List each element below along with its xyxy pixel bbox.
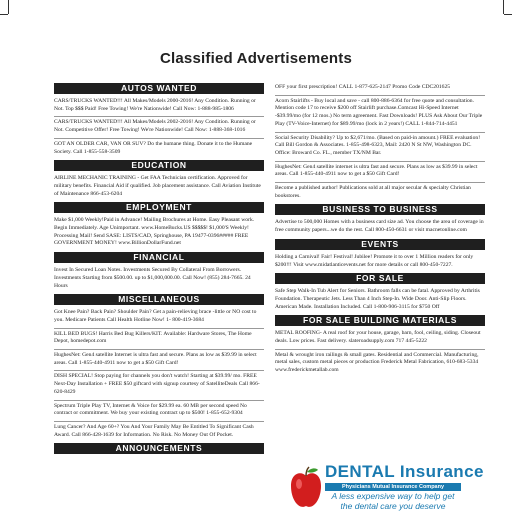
right-column bbox=[275, 82, 485, 378]
ad-misc-5: Spectrum Triple Play TV, Internet & Voice for $29.99 ea. 60 MB per second speed No contract or commitment. We buy your existing contract up to $500! 1-855-652-9304 bbox=[54, 401, 264, 422]
banner-title: DENTAL Insurance bbox=[325, 462, 484, 481]
ad-employment-1: Make $1,000 Weekly!Paid in Advance! Mailing Brochures at Home. Easy Pleasant work. Begin Immediately. Age Unimportant. www.HomeBucks.US $$$$$! $1,000'S Weekly! Processing Mail! Send SASE: LISTS/CAD, Springhouse, PA 19477-0396##### FREE GOVERNMENT MONEY! www.BillionDollarFund.net bbox=[54, 217, 255, 247]
ad-for-sale-1: Safe Step Walk-In Tub Alert for Seniors. Bathroom falls can be fatal. Approved by Arthritis Foundation. Therapeutic Jets. Less Than 4 Inch Step-In. Wide Door. Anti-Slip Floors. American Made. Installation Included. Call 1-800-906-3115 for $750 Off bbox=[275, 288, 480, 310]
ad-misc-cont-2: Acorn Stairlifts - Buy local and save - call 800-886-6364 for free quote and consultation. Mention code 17 to receive $200 off Stairlift purchase.Comcast Hi-Speed Internet -$39.99/mo (for 12 mos.) No term agreement. Fast Downloads! PLUS Ask About Our Triple Play (TV-Voice-Internet) for $89.99/mo (lock in 2 years!) CALL 1-844-714-4451 bbox=[275, 96, 485, 133]
crop-mark bbox=[504, 14, 512, 15]
ad-misc-cont-4: HughesNet: Gen4 satellite internet is ultra fast and secure. Plans as low as $39.99 in select areas. Call 1-855-440-4911 now to get a $50 Gift Card! bbox=[275, 162, 485, 183]
section-header-building-materials: FOR SALE BUILDING MATERIALS bbox=[275, 315, 485, 326]
ad-education-1: AIRLINE MECHANIC TRAINING - Get FAA Technician certification. Approved for military benefits. Financial Aid if qualified. Job placement assistance. Call Aviation Institute of Maintenance 866-453-6204 bbox=[54, 175, 261, 197]
ad-misc-cont-5: Become a published author! Publications sold at all major secular & specialty Christian bookstores. bbox=[275, 185, 471, 199]
left-column bbox=[54, 82, 264, 456]
crop-mark bbox=[503, 0, 504, 14]
ad-misc-cont-1: OFF your first prescription! CALL 1-877-625-2147 Promo Code CDC201625 bbox=[275, 82, 485, 96]
section-header-announcements: ANNOUNCEMENTS bbox=[54, 443, 264, 454]
ad-autos-2: CARS/TRUCKS WANTED!!! All Makes/Models 2002-2016! Any Condition. Running or Not. Competitive Offer! Free Towing! We're Nationwide! Call Now: 1-888-368-1016 bbox=[54, 117, 264, 138]
ad-autos-1: CARS/TRUCKS WANTED!!! All Makes/Models 2000-2016! Any Condition. Running or Not. Top $$$ Paid! Free Towing! We're Nationwide! Call Now: 1-888-985-1806 bbox=[54, 96, 264, 117]
section-header-business: BUSINESS TO BUSINESS bbox=[275, 204, 485, 215]
ad-autos-3: GOT AN OLDER CAR, VAN OR SUV? Do the humane thing. Donate it to the Humane Society. Call 1-855-558-3509 bbox=[54, 140, 253, 155]
apple-icon bbox=[287, 464, 325, 512]
section-header-financial: FINANCIAL bbox=[54, 252, 264, 263]
section-header-for-sale: FOR SALE bbox=[275, 273, 485, 284]
ad-building-1: METAL ROOFING- A real roof for your house, garage, barn, fool, ceiling, siding. Closeout deals. Low prices. Fast delivery. slateroadsupply.com 717 445-5222 bbox=[275, 328, 485, 349]
section-header-employment: EMPLOYMENT bbox=[54, 202, 264, 213]
banner-company: Physicians Mutual Insurance Company bbox=[325, 483, 461, 491]
ad-business-1: Advertise to 500,000 Homes with a business card size ad. You choose the area of coverage in free community papers...we do the rest. Call 800-450-6631 or visit macnetonline.com bbox=[275, 219, 484, 234]
page-title: Classified Advertisements bbox=[159, 50, 353, 67]
section-header-events: EVENTS bbox=[275, 239, 485, 250]
ad-misc-6: Lung Cancer? And Age 60+? You And Your Family May Be Entitled To Significant Cash Award. Call 866-428-1639 for Information. No Risk. No Money Out Of Pocket. bbox=[54, 423, 254, 438]
ad-misc-1: Got Knee Pain? Back Pain? Shoulder Pain? Get a pain-relieving brace -little or NO cost to you. Medicare Patients Call Health Hotline Now! 1- 800-419-3684 bbox=[54, 307, 264, 328]
ad-misc-4: DISH SPECIAL! Stop paying for channels you don't watch! Starting at $39.99/ mo. FREE Next-Day Installation + FREE $50 giftcard with signup courtesy of SatelliteDeals Call 866-620-8429 bbox=[54, 371, 264, 400]
ad-events-1: Holding a Carnival! Fair! Festival! Jubilee! Promote it to over 1 Million readers for only $200!!! Visit www.midatlanticevents.net for more details or call 800-450-7227. bbox=[275, 253, 474, 268]
ad-financial-1: Invest In Secured Loan Notes. Investments Secured By Collateral From Borrowers. Investments Starting from $500.00. up to $1,000,000.00. Call Now! (855) 284-7665. 24 Hours bbox=[54, 267, 251, 289]
ad-misc-3: HughesNet: Gen4 satellite Internet is ultra fast and secure. Plans as low as $39.99 in select areas. Call 1-855-440-4911 now to get a $50 Gift Card! bbox=[54, 350, 264, 371]
ad-building-2: Metal & wrought iron railings & small gates. Residential and Commercial. Manufacturing, metal sales, custom metal pieces or production Frederick Metal Fabrication, 610-683-5334 www.frederickmetallab.com bbox=[275, 351, 479, 374]
banner-tagline: A less expensive way to help get the dental care you deserve bbox=[331, 491, 455, 511]
crop-mark bbox=[0, 14, 8, 15]
crop-mark bbox=[8, 0, 9, 14]
section-header-autos: AUTOS WANTED bbox=[54, 83, 264, 94]
section-header-miscellaneous: MISCELLANEOUS bbox=[54, 294, 264, 305]
dental-insurance-banner[interactable] bbox=[275, 462, 485, 512]
ad-misc-2: KILL BED BUGS! Harris Bed Bug Killers/KIT. Available: Hardware Stores, The Home Depot, homedepot.com bbox=[54, 329, 264, 350]
ad-misc-cont-3: Social Security Disability? Up to $2,671/mo. (Based on paid-in amount.) FREE evaluation! Call Bill Gordon & Associates. 1-855-498-6323, Mail: 2420 N St NW, Washington DC. Office: Broward Co. FL., member TX/NM Bar. bbox=[275, 133, 485, 162]
section-header-education: EDUCATION bbox=[54, 160, 264, 171]
